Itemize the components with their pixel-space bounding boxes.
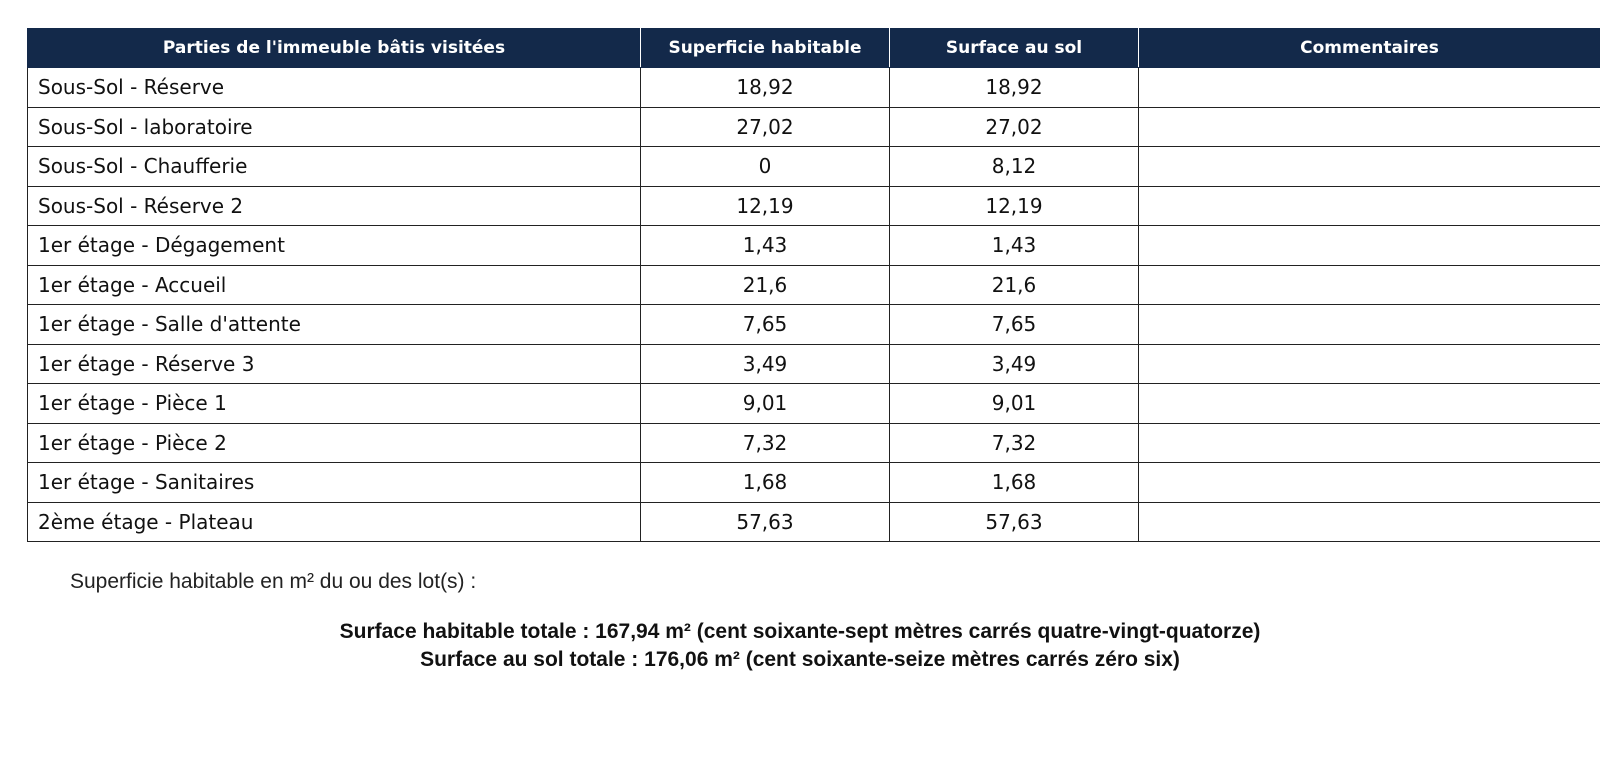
comment-cell — [1139, 147, 1600, 187]
room-cell: Sous-Sol - laboratoire — [28, 107, 641, 147]
surface-table-container — [27, 28, 1600, 542]
surface-table — [27, 28, 1600, 542]
table-row — [28, 502, 1600, 542]
room-cell: 1er étage - Accueil — [28, 265, 641, 305]
room-cell: Sous-Sol - Chaufferie — [28, 147, 641, 187]
comment-cell — [1139, 186, 1600, 226]
habitable-area-cell: 1,43 — [641, 226, 890, 266]
comment-cell — [1139, 305, 1600, 345]
comment-cell — [1139, 265, 1600, 305]
habitable-area-cell: 9,01 — [641, 384, 890, 424]
habitable-area-cell: 12,19 — [641, 186, 890, 226]
column-header-room: Parties de l'immeuble bâtis visitées — [28, 29, 641, 68]
habitable-area-cell: 18,92 — [641, 68, 890, 108]
floor-area-cell: 1,43 — [890, 226, 1139, 266]
room-cell: Sous-Sol - Réserve 2 — [28, 186, 641, 226]
room-cell: Sous-Sol - Réserve — [28, 68, 641, 108]
totals-block — [0, 618, 1600, 674]
table-row — [28, 344, 1600, 384]
table-row — [28, 107, 1600, 147]
table-row — [28, 384, 1600, 424]
floor-area-cell: 7,65 — [890, 305, 1139, 345]
floor-area-cell: 8,12 — [890, 147, 1139, 187]
comment-cell — [1139, 502, 1600, 542]
comment-cell — [1139, 384, 1600, 424]
table-row — [28, 463, 1600, 503]
habitable-area-cell: 0 — [641, 147, 890, 187]
table-row — [28, 68, 1600, 108]
habitable-area-cell: 21,6 — [641, 265, 890, 305]
table-row — [28, 147, 1600, 187]
summary-label: Superficie habitable en m² du ou des lot(s) : — [70, 570, 477, 593]
habitable-area-cell: 27,02 — [641, 107, 890, 147]
room-cell: 1er étage - Salle d'attente — [28, 305, 641, 345]
column-header-comments: Commentaires — [1139, 29, 1600, 68]
room-cell: 1er étage - Pièce 2 — [28, 423, 641, 463]
floor-area-cell: 1,68 — [890, 463, 1139, 503]
table-row — [28, 423, 1600, 463]
room-cell: 1er étage - Réserve 3 — [28, 344, 641, 384]
floor-area-cell: 12,19 — [890, 186, 1139, 226]
floor-area-cell: 27,02 — [890, 107, 1139, 147]
comment-cell — [1139, 107, 1600, 147]
room-cell: 2ème étage - Plateau — [28, 502, 641, 542]
table-row — [28, 305, 1600, 345]
room-cell: 1er étage - Dégagement — [28, 226, 641, 266]
comment-cell — [1139, 463, 1600, 503]
floor-area-cell: 57,63 — [890, 502, 1139, 542]
floor-area-cell: 3,49 — [890, 344, 1139, 384]
total-floor-area-line: Surface au sol totale : 176,06 m² (cent soixante-seize mètres carrés zéro six) — [420, 648, 1180, 671]
column-header-habitable: Superficie habitable — [641, 29, 890, 68]
column-header-floor-area: Surface au sol — [890, 29, 1139, 68]
table-row — [28, 226, 1600, 266]
habitable-area-cell: 57,63 — [641, 502, 890, 542]
floor-area-cell: 21,6 — [890, 265, 1139, 305]
table-body — [28, 68, 1600, 542]
floor-area-cell: 9,01 — [890, 384, 1139, 424]
room-cell: 1er étage - Pièce 1 — [28, 384, 641, 424]
habitable-area-cell: 3,49 — [641, 344, 890, 384]
room-cell: 1er étage - Sanitaires — [28, 463, 641, 503]
comment-cell — [1139, 423, 1600, 463]
table-row — [28, 265, 1600, 305]
habitable-area-cell: 1,68 — [641, 463, 890, 503]
floor-area-cell: 18,92 — [890, 68, 1139, 108]
habitable-area-cell: 7,65 — [641, 305, 890, 345]
comment-cell — [1139, 226, 1600, 266]
comment-cell — [1139, 68, 1600, 108]
habitable-area-cell: 7,32 — [641, 423, 890, 463]
comment-cell — [1139, 344, 1600, 384]
table-header-row — [28, 29, 1600, 68]
table-row — [28, 186, 1600, 226]
total-habitable-line: Surface habitable totale : 167,94 m² (cent soixante-sept mètres carrés quatre-vingt-quatorze) — [339, 620, 1261, 643]
floor-area-cell: 7,32 — [890, 423, 1139, 463]
